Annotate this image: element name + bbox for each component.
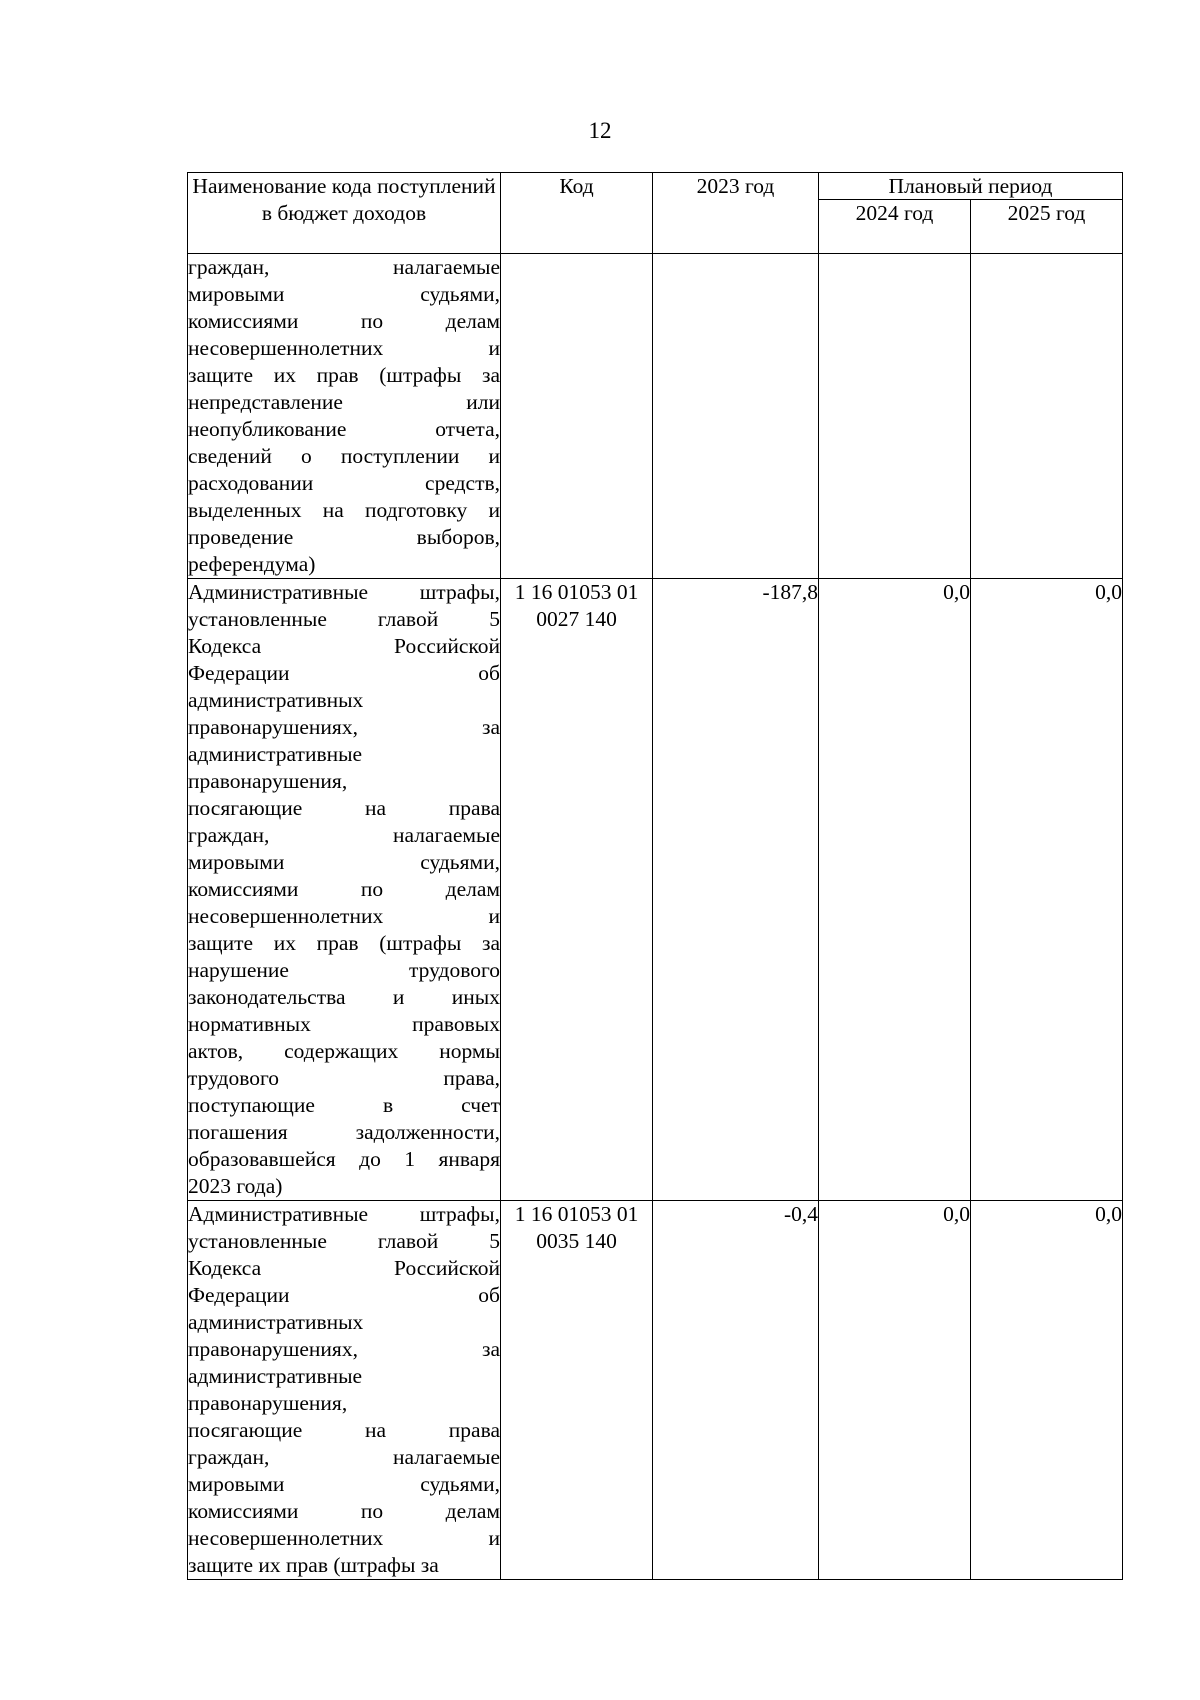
row-value-2024: 0,0 xyxy=(819,579,971,1201)
row-name-line: неопубликование отчета, xyxy=(188,417,500,441)
row-name-line: защите их прав (штрафы за xyxy=(188,363,500,387)
row-name-line: несовершеннолетних и xyxy=(188,336,500,360)
row-name-line: выделенных на подготовку и xyxy=(188,498,500,522)
header-year-2025: 2025 год xyxy=(971,200,1123,254)
row-value-2024 xyxy=(819,254,971,579)
row-value-2023: -0,4 xyxy=(653,1201,819,1580)
row-name-line: сведений о поступлении и xyxy=(188,444,500,468)
row-name-line: законодательства и иных xyxy=(188,985,500,1009)
table-row xyxy=(188,579,1123,1201)
row-name-line: актов, содержащих нормы xyxy=(188,1039,500,1063)
row-name-cell xyxy=(188,1201,501,1580)
row-name-cell xyxy=(188,254,501,579)
row-name-line: расходовании средств, xyxy=(188,471,500,495)
row-name-line: Административные штрафы, xyxy=(188,580,500,604)
row-name-line: мировыми судьями, xyxy=(188,282,500,306)
row-name-line: граждан, налагаемые xyxy=(188,255,500,279)
header-name: Наименование кода поступлений в бюджет доходов xyxy=(188,173,501,254)
row-name-line: посягающие на права xyxy=(188,796,500,820)
row-value-2023: -187,8 xyxy=(653,579,819,1201)
row-name-line: проведение выборов, xyxy=(188,525,500,549)
header-plan-period: Плановый период xyxy=(819,173,1123,200)
row-name-line: административных xyxy=(188,688,364,712)
row-name-line: установленные главой 5 xyxy=(188,607,500,631)
row-name-line: мировыми судьями, xyxy=(188,850,500,874)
row-code-cell: 1 16 01053 01 0035 140 xyxy=(501,1201,653,1580)
table-body xyxy=(188,254,1123,1580)
row-name-line: Кодекса Российской xyxy=(188,634,500,658)
row-code-cell: 1 16 01053 01 0027 140 xyxy=(501,579,653,1201)
row-name-line: граждан, налагаемые xyxy=(188,823,500,847)
row-name-line: административных xyxy=(188,1310,364,1334)
table-row xyxy=(188,1201,1123,1580)
row-name-line: посягающие на права xyxy=(188,1418,500,1442)
row-name-line: правонарушения, xyxy=(188,1391,348,1415)
row-name-line: защите их прав (штрафы за xyxy=(188,1553,439,1577)
row-name-line: нормативных правовых xyxy=(188,1012,500,1036)
row-name-line: 2023 года) xyxy=(188,1174,283,1198)
table-row xyxy=(188,254,1123,579)
page-number: 12 xyxy=(588,118,612,143)
row-value-2025: 0,0 xyxy=(971,579,1123,1201)
row-name-line: поступающие в счет xyxy=(188,1093,500,1117)
row-name-line: административные xyxy=(188,742,363,766)
row-name-line: установленные главой 5 xyxy=(188,1229,500,1253)
row-name-line: правонарушениях, за xyxy=(188,715,500,739)
row-name-line: несовершеннолетних и xyxy=(188,1526,500,1550)
row-name-line: Кодекса Российской xyxy=(188,1256,500,1280)
row-name-line: комиссиями по делам xyxy=(188,1499,500,1523)
row-name-line: трудового права, xyxy=(188,1066,500,1090)
row-value-2024: 0,0 xyxy=(819,1201,971,1580)
row-name-line: комиссиями по делам xyxy=(188,877,500,901)
row-name-line: защите их прав (штрафы за xyxy=(188,931,500,955)
row-name-line: административные xyxy=(188,1364,363,1388)
row-name-line: нарушение трудового xyxy=(188,958,500,982)
row-name-line: правонарушения, xyxy=(188,769,348,793)
row-name-line: непредставление или xyxy=(188,390,500,414)
row-name-line: Федерации об xyxy=(188,1283,500,1307)
row-name-line: несовершеннолетних и xyxy=(188,904,500,928)
header-year-2023: 2023 год xyxy=(653,173,819,254)
row-code-cell xyxy=(501,254,653,579)
row-name-line: Административные штрафы, xyxy=(188,1202,500,1226)
row-name-line: граждан, налагаемые xyxy=(188,1445,500,1469)
row-name-line: мировыми судьями, xyxy=(188,1472,500,1496)
budget-revenue-table xyxy=(187,172,1123,1580)
row-name-cell xyxy=(188,579,501,1201)
row-name-line: образовавшейся до 1 января xyxy=(188,1147,500,1171)
row-name-line: Федерации об xyxy=(188,661,500,685)
row-name-line: референдума) xyxy=(188,552,316,576)
header-code: Код xyxy=(501,173,653,254)
row-value-2025 xyxy=(971,254,1123,579)
header-year-2024: 2024 год xyxy=(819,200,971,254)
row-name-line: комиссиями по делам xyxy=(188,309,500,333)
row-value-2023 xyxy=(653,254,819,579)
row-name-line: правонарушениях, за xyxy=(188,1337,500,1361)
row-value-2025: 0,0 xyxy=(971,1201,1123,1580)
row-name-line: погашения задолженности, xyxy=(188,1120,500,1144)
